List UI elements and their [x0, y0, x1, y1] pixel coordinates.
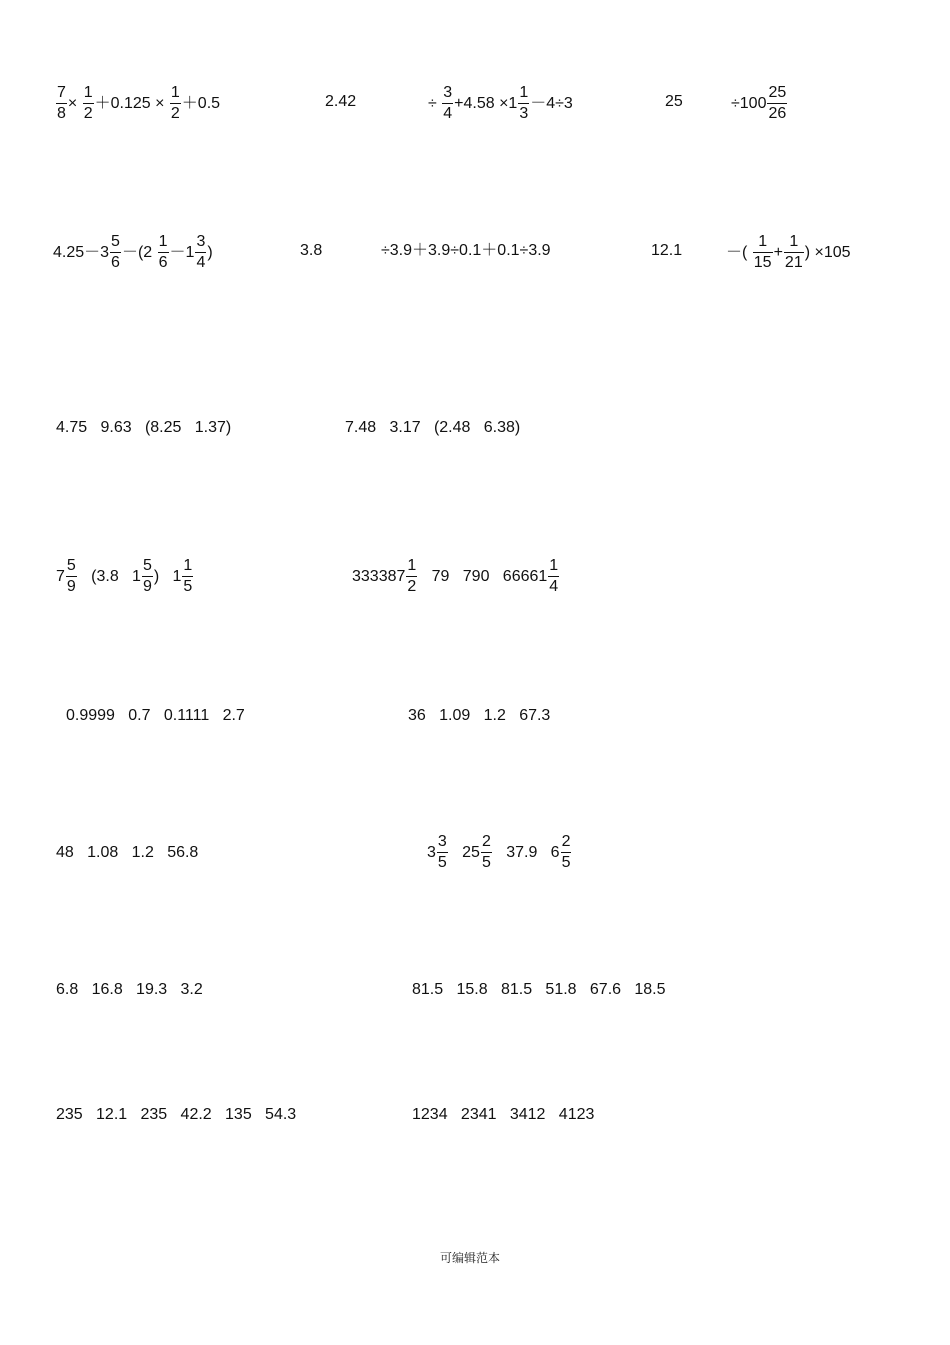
fraction: [481, 834, 492, 871]
fraction-numerator: 1: [758, 233, 768, 250]
fraction-numerator: 5: [66, 557, 76, 574]
fraction-numerator: 2: [481, 833, 491, 850]
expression-text: 7: [56, 567, 65, 585]
expression-text: ÷100: [731, 94, 767, 112]
fraction-denominator: 3: [519, 105, 529, 122]
fraction: [437, 834, 448, 871]
fraction-numerator: 1: [789, 233, 799, 250]
fraction-denominator: 6: [111, 254, 120, 271]
fraction: [83, 85, 94, 122]
expr-2-3: [381, 243, 551, 259]
fraction-numerator: 5: [111, 233, 120, 250]
fraction-numerator: 1: [549, 557, 559, 574]
expr-1-3: [428, 85, 573, 122]
expression-text: 81.5 15.8 81.5 51.8 67.6 18.5: [412, 981, 666, 998]
expr-7-1: [56, 982, 203, 998]
expression-text: 3.8: [300, 242, 323, 259]
fraction-denominator: 5: [183, 578, 193, 595]
fraction: [170, 85, 181, 122]
fraction: [182, 558, 193, 595]
fraction: [753, 234, 773, 271]
expression-text: 3: [427, 843, 436, 861]
expression-text: ÷3.9＋3.9÷0.1＋0.1÷3.9: [381, 242, 551, 259]
expression-text: ) 1: [153, 567, 182, 585]
expression-text: ÷: [428, 94, 442, 112]
fraction-numerator: 1: [407, 557, 417, 574]
expr-2-5: [726, 234, 851, 271]
expression-text: +4.58 ×1: [454, 94, 518, 112]
fraction: [548, 558, 559, 595]
expression-text: 4.25－3: [53, 243, 110, 261]
expression-text: －(: [726, 243, 752, 261]
expression-text: －4÷3: [530, 94, 573, 112]
fraction: [767, 85, 787, 122]
expression-text: 2.42: [325, 93, 357, 110]
expr-2-2: [300, 243, 322, 259]
expression-text: ): [207, 243, 213, 261]
fraction-numerator: 7: [57, 84, 66, 101]
fraction-numerator: 3: [196, 233, 206, 250]
expr-1-2: [325, 94, 356, 110]
expr-2-4: [651, 243, 682, 259]
fraction-denominator: 2: [170, 105, 180, 122]
expression-text: ＋0.5: [181, 94, 221, 112]
expression-text: 25: [448, 843, 480, 861]
fraction-denominator: 2: [407, 578, 417, 595]
expr-5-2: [408, 708, 550, 724]
expression-text: 333387: [352, 567, 406, 585]
fraction-denominator: 5: [561, 854, 571, 871]
fraction: [195, 234, 206, 271]
fraction: [142, 558, 153, 595]
expression-text: －1: [169, 243, 195, 261]
expr-3-1: [56, 420, 231, 436]
expression-text: －(2: [121, 243, 157, 261]
fraction-denominator: 2: [83, 105, 93, 122]
fraction: [406, 558, 417, 595]
fraction-denominator: 6: [158, 254, 168, 271]
expression-text: (3.8 1: [77, 567, 141, 585]
expr-1-1: [55, 85, 220, 122]
expr-3-2: [345, 420, 520, 436]
fraction-denominator: 4: [196, 254, 206, 271]
expression-text: 4.75 9.63 (8.25 1.37): [56, 419, 232, 436]
footer-text: 可编辑范本: [439, 1251, 500, 1265]
fraction-numerator: 1: [158, 233, 168, 250]
expr-2-1: [53, 234, 213, 271]
fraction: [158, 234, 169, 271]
expression-text: +: [773, 243, 783, 261]
expression-text: 36 1.09 1.2 67.3: [408, 707, 551, 724]
expression-text: 235 12.1 235 42.2 135 54.3: [56, 1106, 297, 1123]
expr-7-2: [412, 982, 666, 998]
expression-text: 7.48 3.17 (2.48 6.38): [345, 419, 521, 436]
expression-text: 37.9 6: [492, 843, 560, 861]
expr-1-5: [731, 85, 788, 122]
fraction-denominator: 5: [437, 854, 447, 871]
fraction-numerator: 1: [170, 84, 180, 101]
fraction: [561, 834, 572, 871]
fraction-denominator: 9: [142, 578, 152, 595]
expression-text: 6.8 16.8 19.3 3.2: [56, 981, 203, 998]
expr-4-1: [56, 558, 194, 595]
fraction-numerator: 1: [519, 84, 529, 101]
fraction-denominator: 8: [57, 105, 66, 122]
expr-5-1: [66, 708, 245, 724]
fraction-denominator: 9: [66, 578, 76, 595]
fraction-denominator: 4: [443, 105, 453, 122]
expr-4-2: [352, 558, 560, 595]
fraction: [784, 234, 804, 271]
fraction: [110, 234, 121, 271]
expression-text: ×: [67, 94, 82, 112]
expression-text: 25: [665, 93, 683, 110]
fraction-denominator: 21: [784, 254, 803, 271]
expression-text: 79 790 66661: [418, 567, 548, 585]
expr-6-1: [56, 845, 198, 861]
fraction: [518, 85, 529, 122]
expression-text: ) ×105: [804, 243, 851, 261]
expression-text: 0.9999 0.7 0.1111 2.7: [66, 707, 245, 724]
fraction: [442, 85, 453, 122]
fraction: [66, 558, 77, 595]
expr-8-2: [412, 1107, 594, 1123]
expression-text: ＋0.125 ×: [94, 94, 169, 112]
expression-text: 48 1.08 1.2 56.8: [56, 844, 199, 861]
fraction-numerator: 1: [83, 84, 93, 101]
fraction: [56, 85, 67, 122]
fraction-denominator: 5: [481, 854, 491, 871]
expr-8-1: [56, 1107, 296, 1123]
fraction-denominator: 26: [768, 105, 787, 122]
expr-1-4: [665, 94, 683, 110]
fraction-numerator: 3: [443, 84, 453, 101]
fraction-numerator: 5: [142, 557, 152, 574]
expression-text: 12.1: [651, 242, 683, 259]
fraction-numerator: 25: [768, 84, 787, 101]
fraction-numerator: 1: [183, 557, 193, 574]
fraction-denominator: 15: [753, 254, 772, 271]
expression-text: 1234 2341 3412 4123: [412, 1106, 595, 1123]
fraction-numerator: 3: [437, 833, 447, 850]
expr-6-2: [427, 834, 572, 871]
fraction-numerator: 2: [561, 833, 571, 850]
fraction-denominator: 4: [549, 578, 559, 595]
